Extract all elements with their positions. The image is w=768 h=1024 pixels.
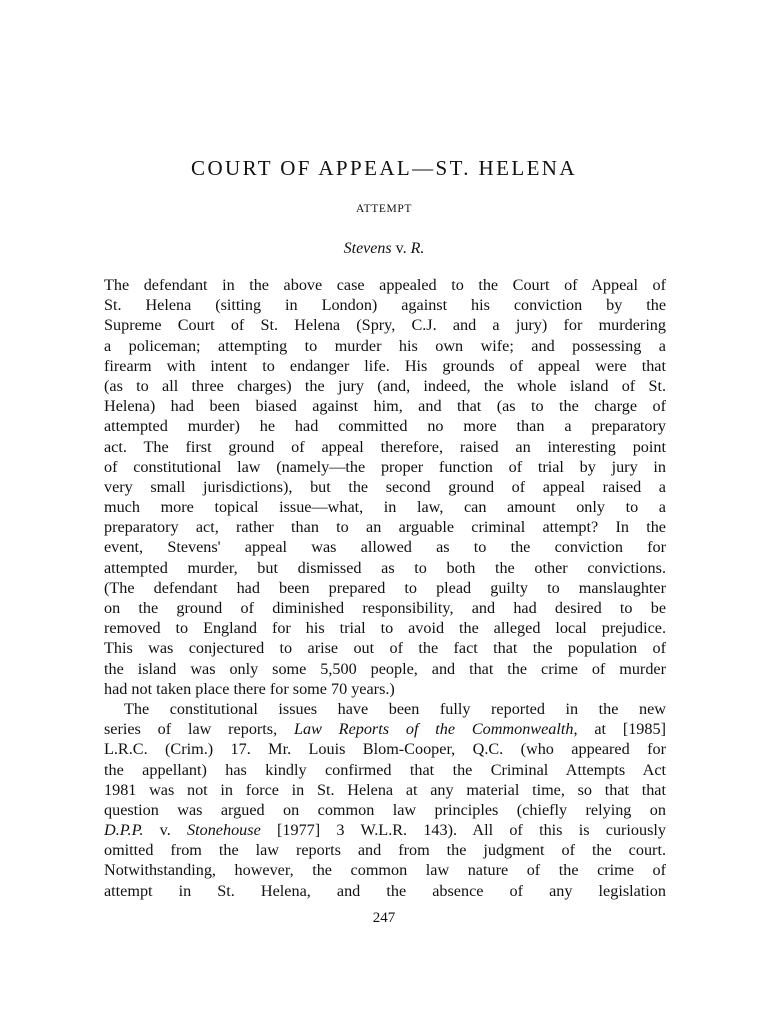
body-line: the appellant) has kindly confirmed that the Criminal Attempts Act: [104, 760, 666, 779]
text-run: , at [1985]: [573, 720, 666, 739]
body-line: 1981 was not in force in St. Helena at any material time, so that that: [104, 780, 666, 799]
citation-title: Law Reports of the Commonwealth: [293, 720, 574, 739]
body-line: This was conjectured to arise out of the fact that the population of: [104, 639, 666, 658]
body-line: event, Stevens' appeal was allowed as to the conviction for: [104, 538, 666, 557]
case-party-appellant: Stevens: [343, 240, 392, 257]
case-versus: v.: [391, 240, 411, 257]
body-line: [104, 719, 666, 739]
text-run: series of law reports,: [104, 720, 294, 739]
body-line: attempted murder, but dismissed as to both the other convictions.: [104, 558, 666, 577]
body-line: Notwithstanding, however, the common law nature of the crime of: [104, 861, 666, 880]
case-name: [0, 240, 768, 258]
body-line: much more topical issue—what, in law, can amount only to a: [104, 498, 666, 517]
text-run: [1977] 3 W.L.R. 143). All of this is curiously: [260, 821, 667, 840]
body-line: very small jurisdictions), but the second ground of appeal raised a: [104, 477, 666, 496]
case-citation-party: D.P.P.: [104, 821, 144, 840]
body-line: (The defendant had been prepared to plead guilty to manslaughter: [104, 578, 666, 597]
body-line: a policeman; attempting to murder his own wife; and possessing a: [104, 336, 666, 355]
article-body: [104, 275, 666, 901]
body-line: attempt in St. Helena, and the absence of any legislation: [104, 881, 666, 900]
body-line: removed to England for his trial to avoid the alleged local prejudice.: [104, 619, 666, 638]
body-line: The constitutional issues have been fully reported in the new: [124, 699, 666, 718]
body-line: question was argued on common law principles (chiefly relying on: [104, 800, 666, 819]
body-line: Supreme Court of St. Helena (Spry, C.J. and a jury) for murdering: [104, 316, 666, 335]
body-line: omitted from the law reports and from the judgment of the court.: [104, 841, 666, 860]
body-line: of constitutional law (namely—the proper function of trial by jury in: [104, 457, 666, 476]
paragraph-2: [104, 699, 666, 901]
page-number: 247: [372, 910, 396, 926]
case-party-respondent: R.: [410, 240, 425, 257]
page-title: COURT OF APPEAL—ST. HELENA: [191, 156, 577, 180]
body-line: act. The first ground of appeal therefore, raised an interesting point: [104, 437, 666, 456]
body-line: [104, 820, 666, 840]
body-line: attempted murder) he had committed no more than a preparatory: [104, 417, 666, 436]
body-line: St. Helena (sitting in London) against his conviction by the: [104, 296, 666, 315]
body-line: firearm with intent to endanger life. His grounds of appeal were that: [104, 356, 666, 375]
body-line: preparatory act, rather than to an arguable criminal attempt? In the: [104, 518, 666, 537]
body-line: The defendant in the above case appealed to the Court of Appeal of: [104, 276, 666, 294]
text-run: v.: [143, 821, 188, 840]
paragraph-1: [104, 275, 666, 699]
body-line: the island was only some 5,500 people, and that the crime of murder: [104, 659, 666, 678]
body-line: had not taken place there for some 70 years.): [104, 679, 395, 698]
subject-heading: ATTEMPT: [356, 203, 412, 215]
case-citation-party: Stonehouse: [187, 821, 261, 840]
body-line: on the ground of diminished responsibility, and had desired to be: [104, 599, 666, 617]
body-line: Helena) had been biased against him, and that (as to the charge of: [104, 397, 666, 416]
body-line: L.R.C. (Crim.) 17. Mr. Louis Blom-Cooper, Q.C. (who appeared for: [104, 740, 666, 759]
body-line: (as to all three charges) the jury (and, indeed, the whole island of St.: [104, 376, 666, 395]
